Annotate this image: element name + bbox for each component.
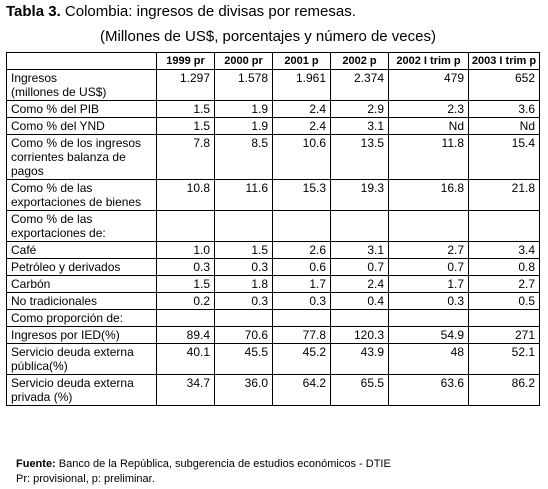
header-cell-period: 2002 p [331, 53, 389, 70]
table-cell: 0.3 [389, 293, 469, 310]
table-cell: 43.9 [331, 344, 389, 375]
table-cell: 19.3 [331, 180, 389, 211]
table-row [7, 242, 540, 259]
table-body [7, 70, 540, 406]
table-cell: 64.2 [273, 375, 331, 406]
table-cell: 0.6 [273, 259, 331, 276]
table-cell: 0.5 [469, 293, 540, 310]
row-label: Como % de las exportaciones de bienes [7, 180, 157, 211]
table-cell: 1.5 [157, 276, 215, 293]
table-cell: 0.7 [389, 259, 469, 276]
table-cell [331, 211, 389, 242]
table-cell: 271 [469, 327, 540, 344]
table-cell: 2.6 [273, 242, 331, 259]
table-cell: 2.4 [331, 276, 389, 293]
table-cell: 0.2 [157, 293, 215, 310]
table-row [7, 118, 540, 135]
table-cell: 1.0 [157, 242, 215, 259]
table-cell: 63.6 [389, 375, 469, 406]
table-row [7, 135, 540, 180]
table-cell: 1.7 [389, 276, 469, 293]
table-cell: 2.9 [331, 101, 389, 118]
table-cell: 89.4 [157, 327, 215, 344]
table-cell: 1.5 [215, 242, 273, 259]
table-cell [215, 211, 273, 242]
table-cell: 0.8 [469, 259, 540, 276]
table-row [7, 259, 540, 276]
row-label: Servicio deuda externa privada (%) [7, 375, 157, 406]
table-row [7, 101, 540, 118]
row-label: Como % de los ingresos corrientes balanza de pagos [7, 135, 157, 180]
table-cell: 34.7 [157, 375, 215, 406]
table-row [7, 70, 540, 101]
table-cell [273, 310, 331, 327]
row-label: Servicio deuda externa pública(%) [7, 344, 157, 375]
table-cell: 15.3 [273, 180, 331, 211]
table-cell: 36.0 [215, 375, 273, 406]
table-cell: 10.8 [157, 180, 215, 211]
header-cell-label [7, 53, 157, 70]
table-cell: 48 [389, 344, 469, 375]
abbreviation-note: Pr: provisional, p: preliminar. [16, 473, 155, 485]
table-cell: 7.8 [157, 135, 215, 180]
table-cell: 70.6 [215, 327, 273, 344]
table-cell: 1.578 [215, 70, 273, 101]
table-cell [215, 310, 273, 327]
header-cell-period: 2002 I trim p [389, 53, 469, 70]
table-cell [157, 310, 215, 327]
table-cell [389, 211, 469, 242]
table-cell: Nd [389, 118, 469, 135]
table-cell: 479 [389, 70, 469, 101]
header-row [7, 53, 540, 70]
table-cell: 3.1 [331, 242, 389, 259]
remittances-table [6, 52, 540, 406]
table-row [7, 180, 540, 211]
table-cell: 0.3 [273, 293, 331, 310]
table-cell: 2.3 [389, 101, 469, 118]
table-cell: 52.1 [469, 344, 540, 375]
table-cell [469, 211, 540, 242]
table-cell: 1.9 [215, 118, 273, 135]
table-cell: 40.1 [157, 344, 215, 375]
table-cell [331, 310, 389, 327]
table-cell [389, 310, 469, 327]
source-note [16, 457, 391, 472]
table-cell: 2.4 [273, 101, 331, 118]
table-cell: 15.4 [469, 135, 540, 180]
row-label: Carbón [7, 276, 157, 293]
table-cell: 2.374 [331, 70, 389, 101]
header-cell-period: 1999 pr [157, 53, 215, 70]
header-cell-period: 2000 pr [215, 53, 273, 70]
table-cell: 120.3 [331, 327, 389, 344]
table-row [7, 327, 540, 344]
row-label: Petróleo y derivados [7, 259, 157, 276]
table-cell: 1.5 [157, 101, 215, 118]
table-cell: 65.5 [331, 375, 389, 406]
table-cell: 16.8 [389, 180, 469, 211]
table-cell: 0.3 [157, 259, 215, 276]
table-row [7, 276, 540, 293]
table-row [7, 375, 540, 406]
table-title [6, 3, 356, 20]
table-cell: 21.8 [469, 180, 540, 211]
table-cell: 1.9 [215, 101, 273, 118]
table-cell: 2.7 [389, 242, 469, 259]
header-cell-period: 2001 p [273, 53, 331, 70]
table-cell: 1.5 [157, 118, 215, 135]
row-label: Como proporción de: [7, 310, 157, 327]
table-subtitle: (Millones de US$, porcentajes y número de veces) [100, 28, 436, 45]
table-cell: 2.4 [273, 118, 331, 135]
table-title-text: Colombia: ingresos de divisas por remesas. [60, 3, 356, 20]
table-cell: 652 [469, 70, 540, 101]
row-label: Como % de las exportaciones de: [7, 211, 157, 242]
source-text: Banco de la República, subgerencia de estudios económicos - DTIE [55, 458, 391, 470]
table-cell: Nd [469, 118, 540, 135]
table-cell: 11.8 [389, 135, 469, 180]
table-cell [469, 310, 540, 327]
table-cell: 86.2 [469, 375, 540, 406]
header-cell-period: 2003 I trim p [469, 53, 540, 70]
table-notes [16, 457, 391, 487]
table-cell [273, 211, 331, 242]
table-cell: 2.7 [469, 276, 540, 293]
table-cell: 10.6 [273, 135, 331, 180]
table-cell: 0.3 [215, 293, 273, 310]
table-cell: 77.8 [273, 327, 331, 344]
table-cell: 3.4 [469, 242, 540, 259]
source-label: Fuente: [16, 458, 56, 470]
table-cell: 0.4 [331, 293, 389, 310]
table-cell: 1.8 [215, 276, 273, 293]
table-cell: 54.9 [389, 327, 469, 344]
table-cell: 1.297 [157, 70, 215, 101]
table-cell: 11.6 [215, 180, 273, 211]
table-cell: 1.7 [273, 276, 331, 293]
row-label: Café [7, 242, 157, 259]
table-cell: 0.3 [215, 259, 273, 276]
table-row [7, 211, 540, 242]
row-label: Ingresos por IED(%) [7, 327, 157, 344]
row-label: Como % del YND [7, 118, 157, 135]
table-cell: 45.5 [215, 344, 273, 375]
table-row [7, 293, 540, 310]
row-label: Ingresos (millones de US$) [7, 70, 157, 101]
table-cell: 3.1 [331, 118, 389, 135]
table-row [7, 344, 540, 375]
table-cell [157, 211, 215, 242]
table-cell: 0.7 [331, 259, 389, 276]
table-cell: 13.5 [331, 135, 389, 180]
table-cell: 8.5 [215, 135, 273, 180]
table-cell: 45.2 [273, 344, 331, 375]
table-cell: 3.6 [469, 101, 540, 118]
table-row [7, 310, 540, 327]
row-label: Como % del PIB [7, 101, 157, 118]
row-label: No tradicionales [7, 293, 157, 310]
table-number: Tabla 3. [6, 3, 61, 20]
table-cell: 1.961 [273, 70, 331, 101]
